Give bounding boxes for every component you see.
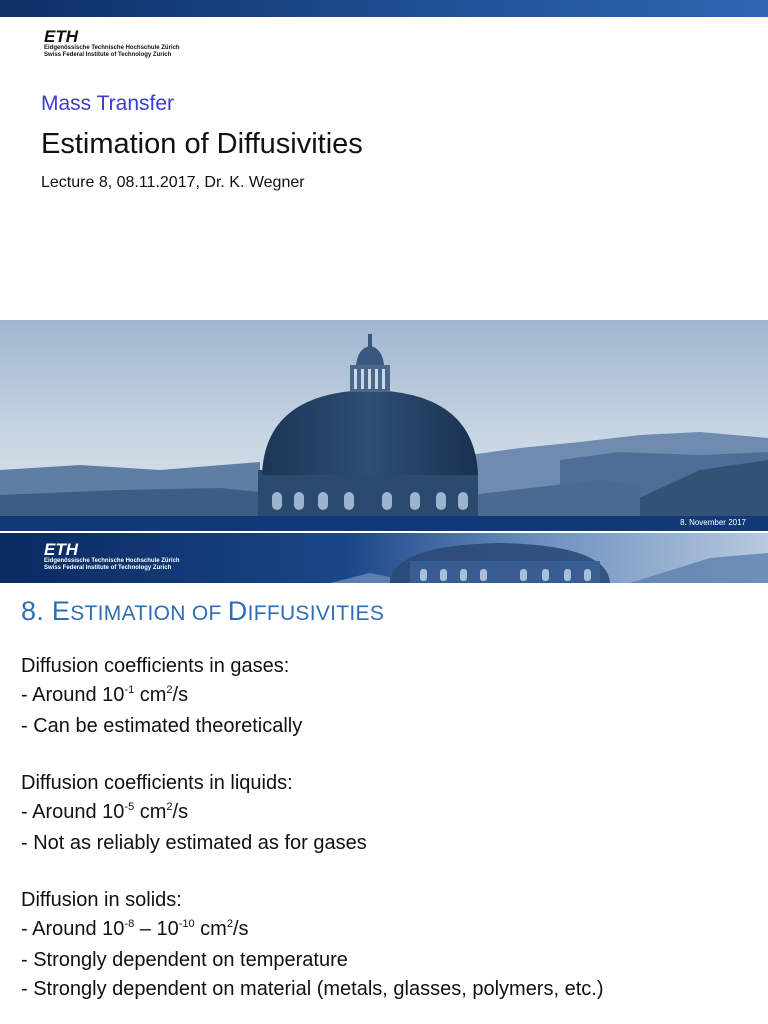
liquids-unit: cm [134,800,167,823]
solids-exponent-1: -8 [124,917,135,930]
liquids-unit-exponent: 2 [166,800,173,813]
gases-title: Diffusion coefficients in gases: [21,655,290,677]
solids-note-temperature: - Strongly dependent on temperature [21,949,348,971]
course-title: Mass Transfer [41,92,175,115]
solids-around-prefix: - Around 10 [21,917,125,940]
liquids-around [21,798,603,830]
eth-dome-photo [0,320,768,516]
eth-logo-mark: ETH [44,540,78,559]
section-heading [21,596,384,627]
gases-around-prefix: - Around 10 [21,683,125,706]
solids-around-mid: – 10 [134,917,179,940]
eth-logo-line2: Swiss Federal Institute of Technology Zurich [44,565,172,571]
footer-date: 8. November 2017 [680,518,746,527]
solids-title: Diffusion in solids: [21,889,182,911]
gases-exponent: -1 [124,683,135,696]
solids-note-material: - Strongly dependent on material (metals, glasses, polymers, etc.) [21,977,604,1000]
eth-logo-line2: Swiss Federal Institute of Technology Zurich [44,52,172,58]
solids-unit-exponent: 2 [226,917,233,930]
lecture-title: Estimation of Diffusivities [41,128,363,160]
heading-word1-cap: E [51,596,71,626]
gases-unit-suffix: /s [172,683,189,706]
gases-note: - Can be estimated theoretically [21,715,303,737]
heading-number: 8. [21,596,52,626]
header-dome-photo [330,533,768,583]
gases-around [21,681,603,713]
liquids-note: - Not as reliably estimated as for gases [21,832,367,854]
slide-header [0,533,768,583]
liquids-unit-suffix: /s [172,800,189,823]
solids-around [21,915,603,947]
solids-unit-suffix: /s [232,917,249,940]
footer-bar [0,516,768,531]
liquids-around-prefix: - Around 10 [21,800,125,823]
eth-logo-mark: ETH [44,27,78,46]
slide-body [21,652,603,1003]
eth-logo [44,541,180,572]
gases-unit: cm [134,683,167,706]
gases-unit-exponent: 2 [166,683,173,696]
heading-word1-rest: STIMATION [70,602,186,625]
solids-exponent-2: -10 [178,917,195,930]
eth-logo-line1: Eidgenössische Technische Hochschule Zürich [44,558,180,564]
heading-word2: OF [185,602,228,625]
heading-word3-rest: IFFUSIVITIES [247,602,385,625]
lecture-info: Lecture 8, 08.11.2017, Dr. K. Wegner [41,174,305,191]
top-bar [0,0,768,17]
eth-logo [44,28,180,59]
solids-unit: cm [194,917,227,940]
heading-word3-cap: D [227,596,248,626]
liquids-title: Diffusion coefficients in liquids: [21,772,293,794]
eth-logo-line1: Eidgenössische Technische Hochschule Zürich [44,45,180,51]
liquids-exponent: -5 [124,800,135,813]
